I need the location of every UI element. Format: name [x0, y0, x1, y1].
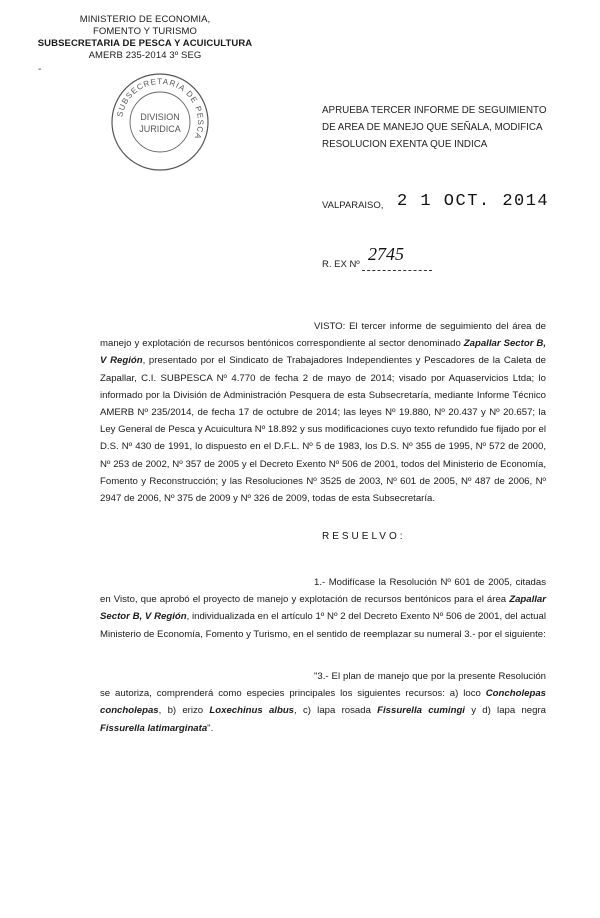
place-label: VALPARAISO,: [322, 200, 384, 211]
visto-paragraph: [100, 318, 546, 507]
item1-text-1: citadas en Visto, que aprobó el proyecto de manejo y explotación de recursos bentónicos para el área: [100, 577, 546, 606]
quote-text-1: Resolución se autoriza, comprenderá como especies principales los siguientes recursos: a) loco: [100, 671, 547, 700]
visto-area-name: Zapallar Sector B, V Región: [100, 338, 547, 367]
place-date: [322, 192, 558, 216]
visto-text-2: , presentado por el Sindicato de Trabajadores Independientes y Pescadores de la Caleta de Zapallar, C.I. SUBPESCA Nº 4.770 de fecha 2 de mayo de 2014; visado por Aquaservicios Ltda; lo informado por la División de Administración Pesquera de esta Subsecretaría, mediante Informe Técnico AMERB Nº 235/2014, de fecha 17 de octubre de 2014; las leyes Nº 19.880, Nº 20.437 y Nº 20.657; la Ley General de Pesca y Acuicultura Nº 18.892 y sus modificaciones cuyo texto refundido fue fijado por el D.S. Nº 430 de 1991, lo dispuesto en el D.F.L. Nº 5 de 1983, los D.S. Nº 355 de 1995, Nº 572 de 2000, Nº 253 de 2002, Nº 357 de 2005 y el Decreto Exento Nº 506 de 2001, todos del Ministerio de Economía, Fomento y Reconstrucción; y las Resoluciones Nº 3525 de 2003, Nº 601 de 2005, Nº 487 de 2006, Nº 2947 de 2006, Nº 375 de 2009 y Nº 326 de 2009, todas de esta Subsecretaría.: [100, 355, 546, 505]
stamp-center-line2: JURIDICA: [139, 124, 181, 134]
item1-area-name: Zapallar Sector B, V Región: [100, 594, 546, 623]
header-ministry: MINISTERIO DE ECONOMIA,: [79, 14, 211, 25]
margin-mark: -: [38, 64, 42, 75]
quote-text-2: , b) erizo: [158, 705, 210, 717]
numeral-3-quote: [100, 668, 546, 737]
juridica-stamp: [108, 70, 212, 174]
ministry-header: [30, 14, 260, 62]
item1-label: 1.- Modifícase la Resolución Nº 601 de 2005,: [314, 577, 513, 588]
visto-text-1: El tercer informe de seguimiento del área de manejo y explotación de recursos bentónicos correspondiente al sector denominado: [100, 321, 546, 350]
rex-blank-line: [362, 270, 432, 271]
stamped-date: 2 1 OCT. 2014: [397, 192, 550, 211]
stamp-center-line1: DIVISION: [140, 112, 180, 122]
header-reference: AMERB 235-2014 3º SEG: [88, 50, 202, 61]
header-ministry-sub: FOMENTO Y TURISMO: [93, 26, 197, 37]
species-loco: Concholepas concholepas: [100, 688, 546, 717]
quote-label: "3.- El plan de manejo que por la presente: [314, 671, 496, 682]
species-erizo: Loxechinus albus: [209, 705, 295, 717]
quote-text-3: , c) lapa rosada: [294, 705, 378, 717]
resolution-number: [322, 244, 482, 276]
resolution-item-1: [100, 574, 546, 643]
quote-text-4: y d) lapa negra: [464, 705, 546, 717]
quote-text-5: ".: [207, 722, 214, 734]
resuelvo-heading: RESUELVO:: [322, 531, 406, 542]
visto-label: VISTO:: [314, 321, 346, 332]
rex-number: 2745: [368, 244, 404, 264]
rex-label: R. EX Nº: [322, 259, 360, 270]
species-lapa-rosada: Fissurella cumingi: [377, 705, 465, 717]
item1-text-2: , individualizada en el artículo 1º Nº 2 del Decreto Exento Nº 506 de 2001, del actual Ministerio de Economía, Fomento y Turismo, en el sentido de reemplazar su numeral 3.- por el siguiente:: [100, 611, 546, 640]
species-lapa-negra: Fissurella latimarginata: [100, 722, 208, 734]
document-subject: APRUEBA TERCER INFORME DE SEGUIMIENTO DE AREA DE MANEJO QUE SEÑALA, MODIFICA RESOLUCION EXENTA QUE INDICA: [322, 105, 547, 150]
stamp-ring-text: SUBSECRETARIA DE PESCA: [115, 76, 206, 141]
header-subsecretaria: SUBSECRETARIA DE PESCA Y ACUICULTURA: [37, 38, 253, 49]
